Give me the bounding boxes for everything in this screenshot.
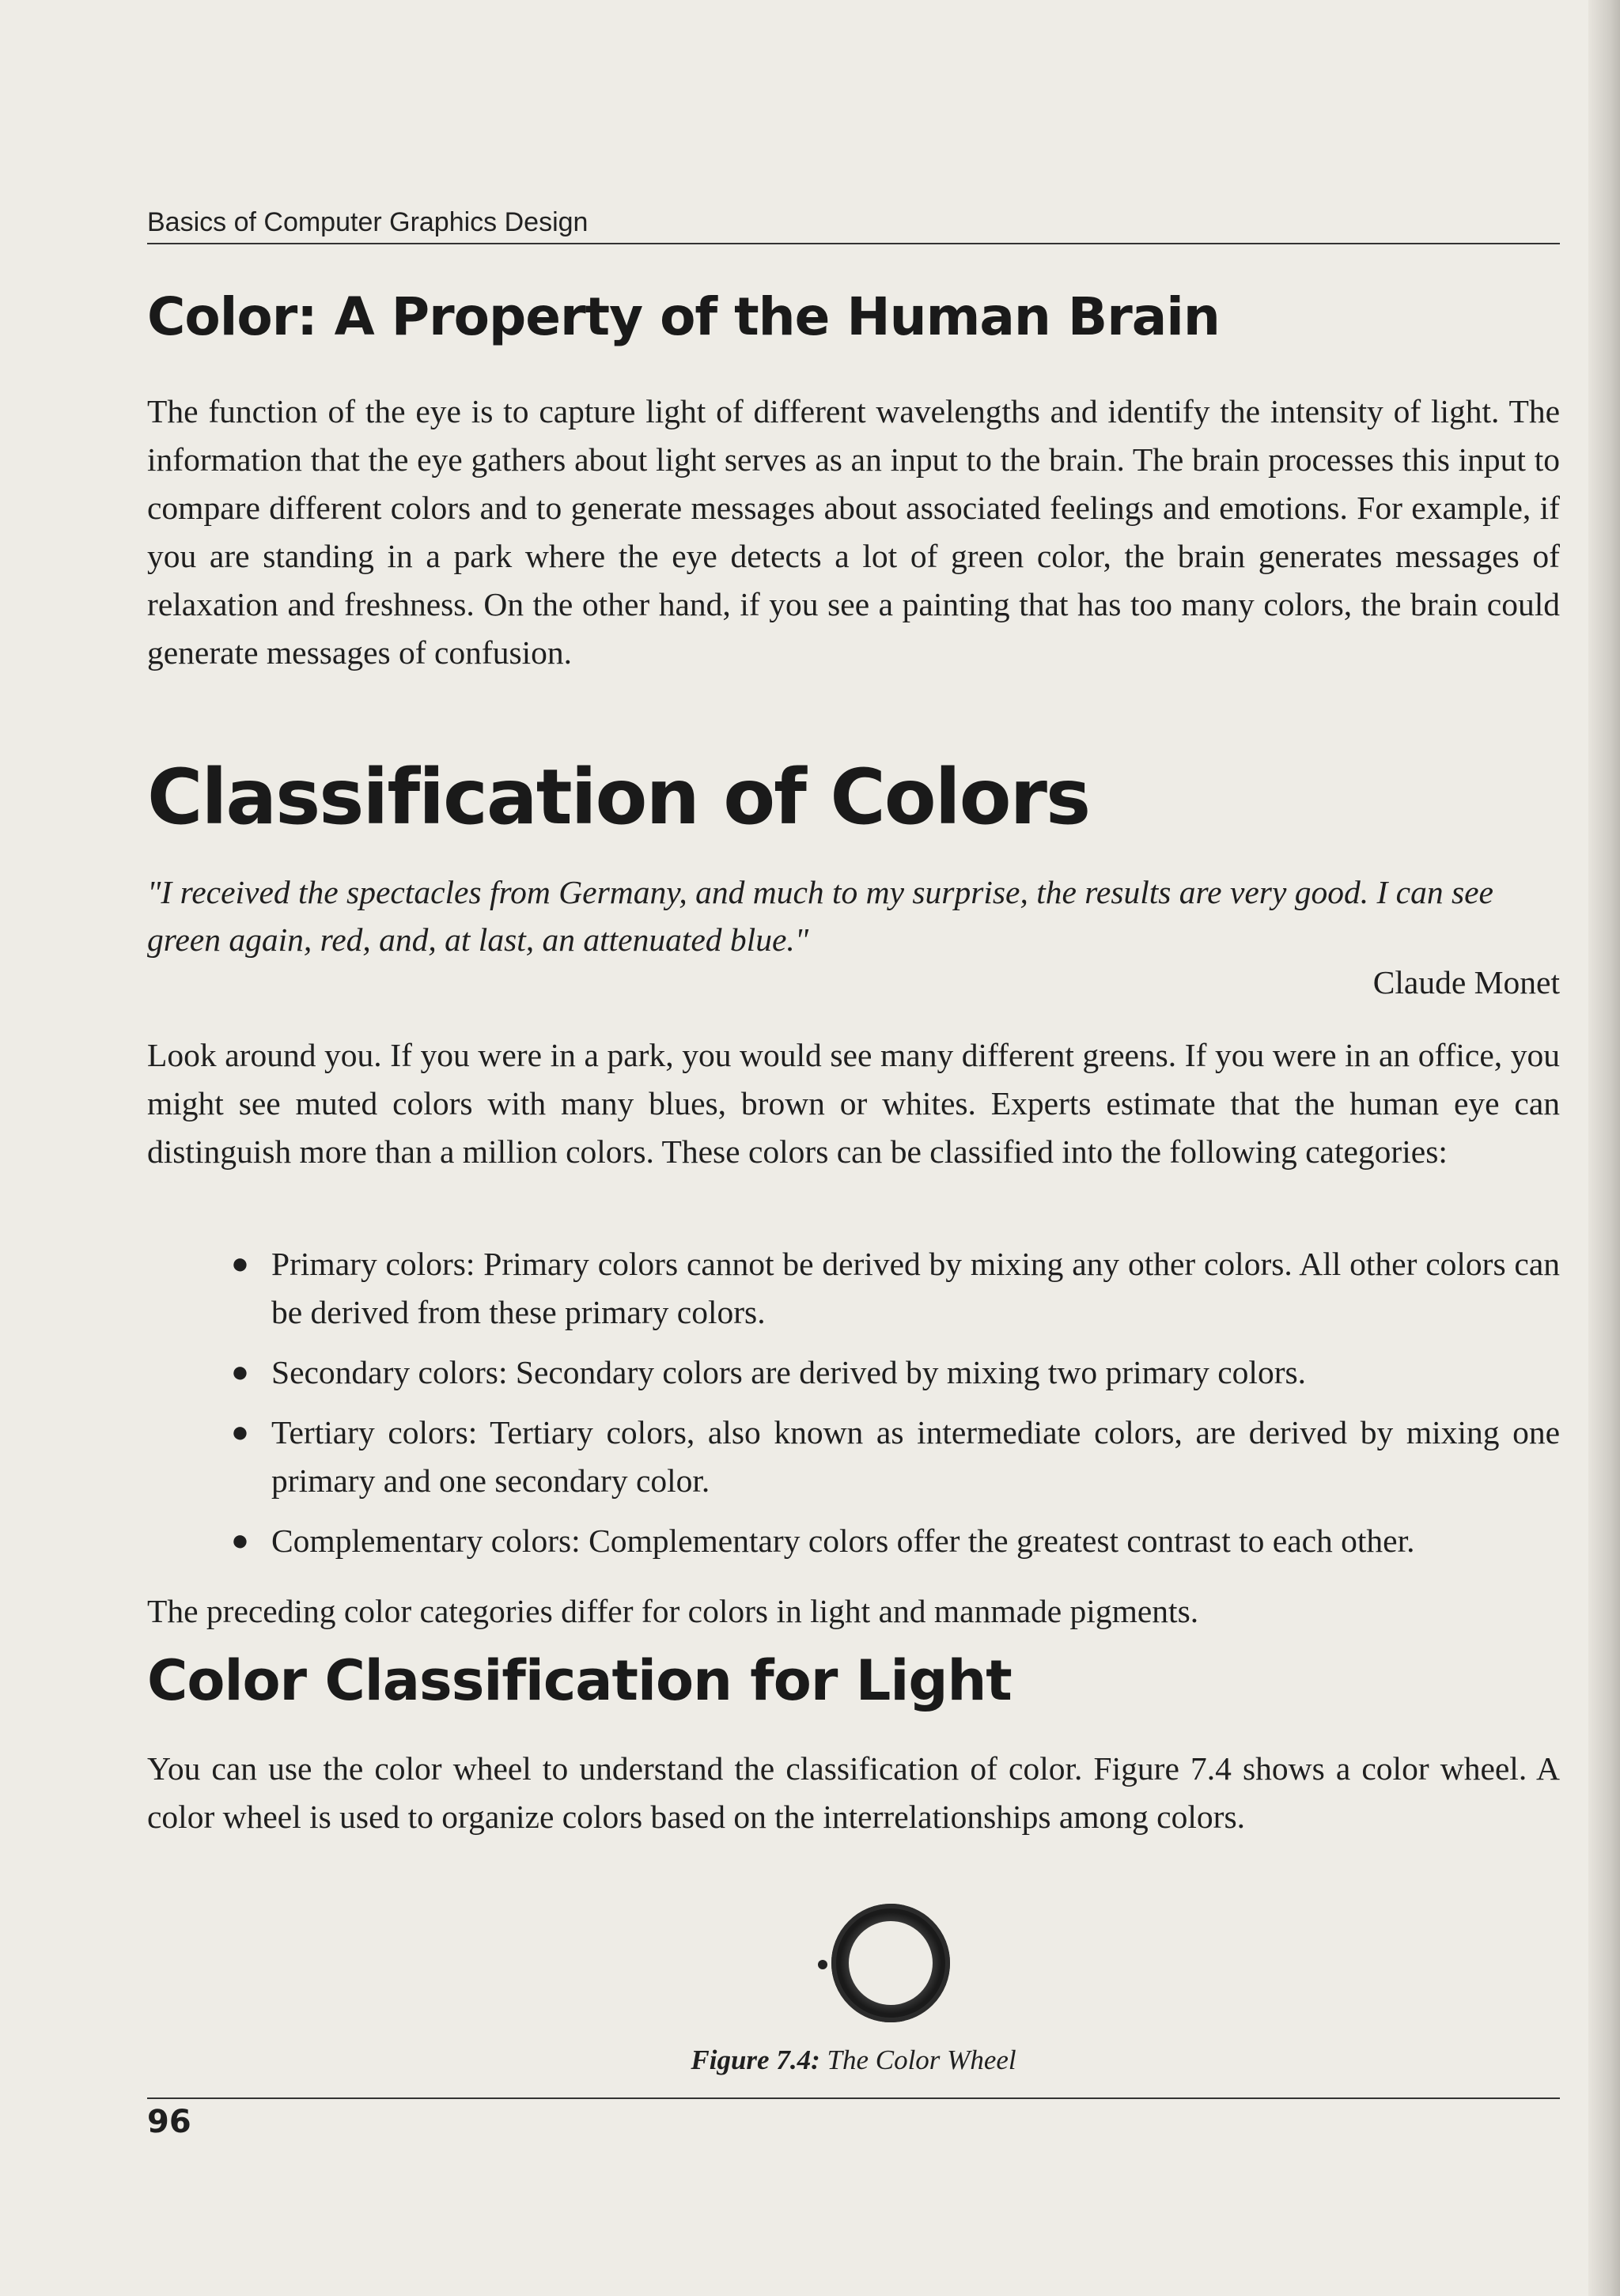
running-header: Basics of Computer Graphics Design (147, 207, 1560, 244)
list-item (147, 1348, 1560, 1397)
section-heading-classification: Classification of Colors (147, 753, 1090, 842)
bullet-icon: ● (231, 1356, 249, 1389)
paragraph-eye-function: The function of the eye is to capture light of different wavelengths and identify the intensity of light. The information that the eye gathers about light serves as an input to the brain. The brain processes this input to compare different colors and to generate messages about associated feelings and emotions. For example, if you are standing in a park where the eye detects a lot of green color, the brain generates messages of relaxation and freshness. On the other hand, if you see a painting that has too many colors, the brain could generate messages of confusion. (147, 393, 1560, 671)
figure-title: The Color Wheel (827, 2044, 1016, 2075)
paragraph-preceding-categories: The preceding color categories differ for colors in light and manmade pigments. (147, 1593, 1199, 1629)
list-item-text: Complementary colors: Complementary colors offer the greatest contrast to each other. (271, 1522, 1415, 1559)
page-number: 96 (147, 2104, 191, 2140)
bullet-icon: ● (231, 1247, 249, 1280)
list-item (147, 1409, 1560, 1505)
list-item-text: Secondary colors: Secondary colors are derived by mixing two primary colors. (271, 1354, 1307, 1390)
bullet-icon: ● (231, 1416, 249, 1449)
color-wheel-figure (789, 1874, 956, 2041)
quote-author: Claude Monet (1372, 964, 1560, 1000)
list-item (147, 1240, 1560, 1337)
paragraph-look-around: Look around you. If you were in a park, you would see many different greens. If you were in an office, you might see muted colors with many blues, brown or whites. Experts estimate that the human eye can distinguish more than a million colors. These colors can be classified into the following categories: (147, 1037, 1560, 1170)
paragraph-color-wheel: You can use the color wheel to understand the classification of color. Figure 7.4 shows a color wheel. A color wheel is used to organize colors based on the interrelationships among colors. (147, 1750, 1560, 1835)
figure-caption (147, 2044, 1560, 2076)
color-wheel-icon (789, 1874, 956, 2041)
section-heading-color-property: Color: A Property of the Human Brain (147, 286, 1220, 347)
monet-quote: "I received the spectacles from Germany, and much to my surprise, the results are very good. I can see green again, red, and, at last, an attenuated blue." (147, 874, 1493, 958)
list-item-text: Primary colors: Primary colors cannot be derived by mixing any other colors. All other colors can be derived from these primary colors. (271, 1246, 1560, 1330)
list-item-text: Tertiary colors: Tertiary colors, also known as intermediate colors, are derived by mixing one primary and one secondary color. (271, 1414, 1560, 1499)
figure-label: Figure 7.4: (691, 2044, 820, 2075)
color-categories-list (147, 1240, 1560, 1577)
bullet-icon: ● (231, 1524, 249, 1557)
page-edge-shadow (1588, 0, 1620, 2296)
list-item (147, 1517, 1560, 1565)
section-heading-light-classification: Color Classification for Light (147, 1648, 1012, 1713)
footer-rule (147, 2097, 1560, 2099)
